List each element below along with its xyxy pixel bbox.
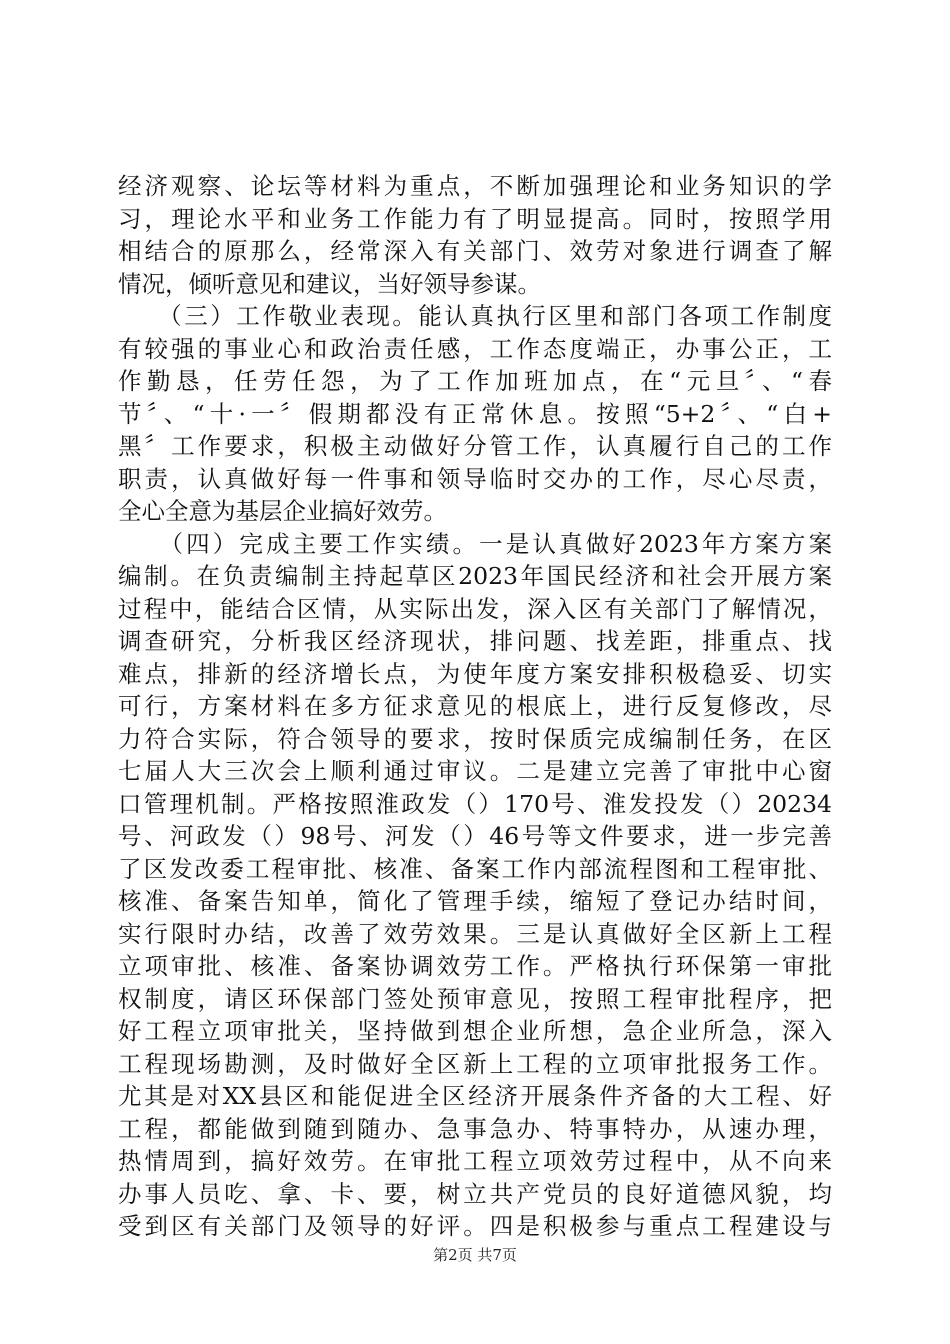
text-line: 实行限时办结，改善了效劳效果。三是认真做好全区新上工程: [118, 919, 832, 948]
text-line: 尤其是对XX县区和能促进全区经济开展条件齐备的大工程、好: [118, 1082, 832, 1110]
text-line: 经济观察、论坛等材料为重点，不断加强理论和业务知识的学: [118, 172, 832, 200]
document-body: [118, 170, 832, 1243]
text-line: 好工程立项审批关，坚持做到想企业所想，急企业所急，深入: [118, 1017, 832, 1045]
text-line: 核准、备案告知单，简化了管理手续，缩短了登记办结时间，: [118, 887, 832, 915]
text-line: 难点，排新的经济增长点，为使年度方案安排积极稳妥、切实: [118, 659, 832, 688]
text-line: 工程，都能做到随到随办、急事急办、特事特办，从速办理，: [118, 1114, 832, 1143]
text-line: 有较强的事业心和政治责任感，工作态度端正，办事公正，工: [118, 334, 832, 363]
text-line: 七届人大三次会上顺利通过审议。二是建立完善了审批中心窗: [118, 757, 832, 785]
text-line: 节〞、“十·一〞假期都没有正常休息。按照“5+2〞、“白+: [118, 399, 832, 428]
text-line: 黑〞工作要求，积极主动做好分管工作，认真履行自己的工作: [118, 432, 832, 460]
text-line: 全心全意为基层企业搞好效劳。: [118, 497, 447, 525]
text-line: 了区发改委工程审批、核准、备案工作内部流程图和工程审批、: [118, 854, 832, 883]
page-number-footer: 第2页 共7页: [433, 1246, 517, 1264]
text-line: 过程中，能结合区情，从实际出发，深入区有关部门了解情况，: [118, 594, 832, 623]
text-line: 相结合的原那么，经常深入有关部门、效劳对象进行调查了解: [118, 237, 832, 265]
text-line: 口管理机制。严格按照淮政发（）170号、淮发投发（）20234: [118, 789, 832, 818]
text-line: 作勤恳，任劳任怨，为了工作加班加点，在“元旦〞、“春: [118, 367, 832, 395]
text-line: 权制度，请区环保部门签处预审意见，按照工程审批程序，把: [118, 984, 832, 1013]
text-line: 习，理论水平和业务工作能力有了明显提高。同时，按照学用: [118, 204, 832, 233]
text-line: 职责，认真做好每一件事和领导临时交办的工作，尽心尽责，: [118, 464, 832, 493]
text-line: 力符合实际，符合领导的要求，按时保质完成编制任务，在区: [118, 724, 832, 753]
text-line: （四）完成主要工作实绩。一是认真做好2023年方案方案: [118, 529, 832, 558]
text-line: 办事人员吃、拿、卡、要，树立共产党员的良好道德风貌，均: [118, 1179, 832, 1208]
text-line: 可行，方案材料在多方征求意见的根底上，进行反复修改，尽: [118, 692, 832, 720]
text-line: 热情周到，搞好效劳。在审批工程立项效劳过程中，从不向来: [118, 1147, 832, 1175]
text-line: 编制。在负责编制主持起草区2023年国民经济和社会开展方案: [118, 562, 832, 590]
text-line: 号、河政发（）98号、河发（）46号等文件要求，进一步完善: [118, 822, 832, 850]
text-line: 情况，倾听意见和建议，当好领导参谋。: [118, 269, 541, 298]
text-line: （三）工作敬业表现。能认真执行区里和部门各项工作制度: [118, 302, 832, 330]
text-line: 工程现场勘测，及时做好全区新上工程的立项审批报务工作。: [118, 1049, 832, 1078]
text-line: 调查研究，分析我区经济现状，排问题、找差距，排重点、找: [118, 627, 832, 655]
text-line: 立项审批、核准、备案协调效劳工作。严格执行环保第一审批: [118, 952, 832, 980]
text-line: 受到区有关部门及领导的好评。四是积极参与重点工程建设与: [118, 1212, 832, 1240]
